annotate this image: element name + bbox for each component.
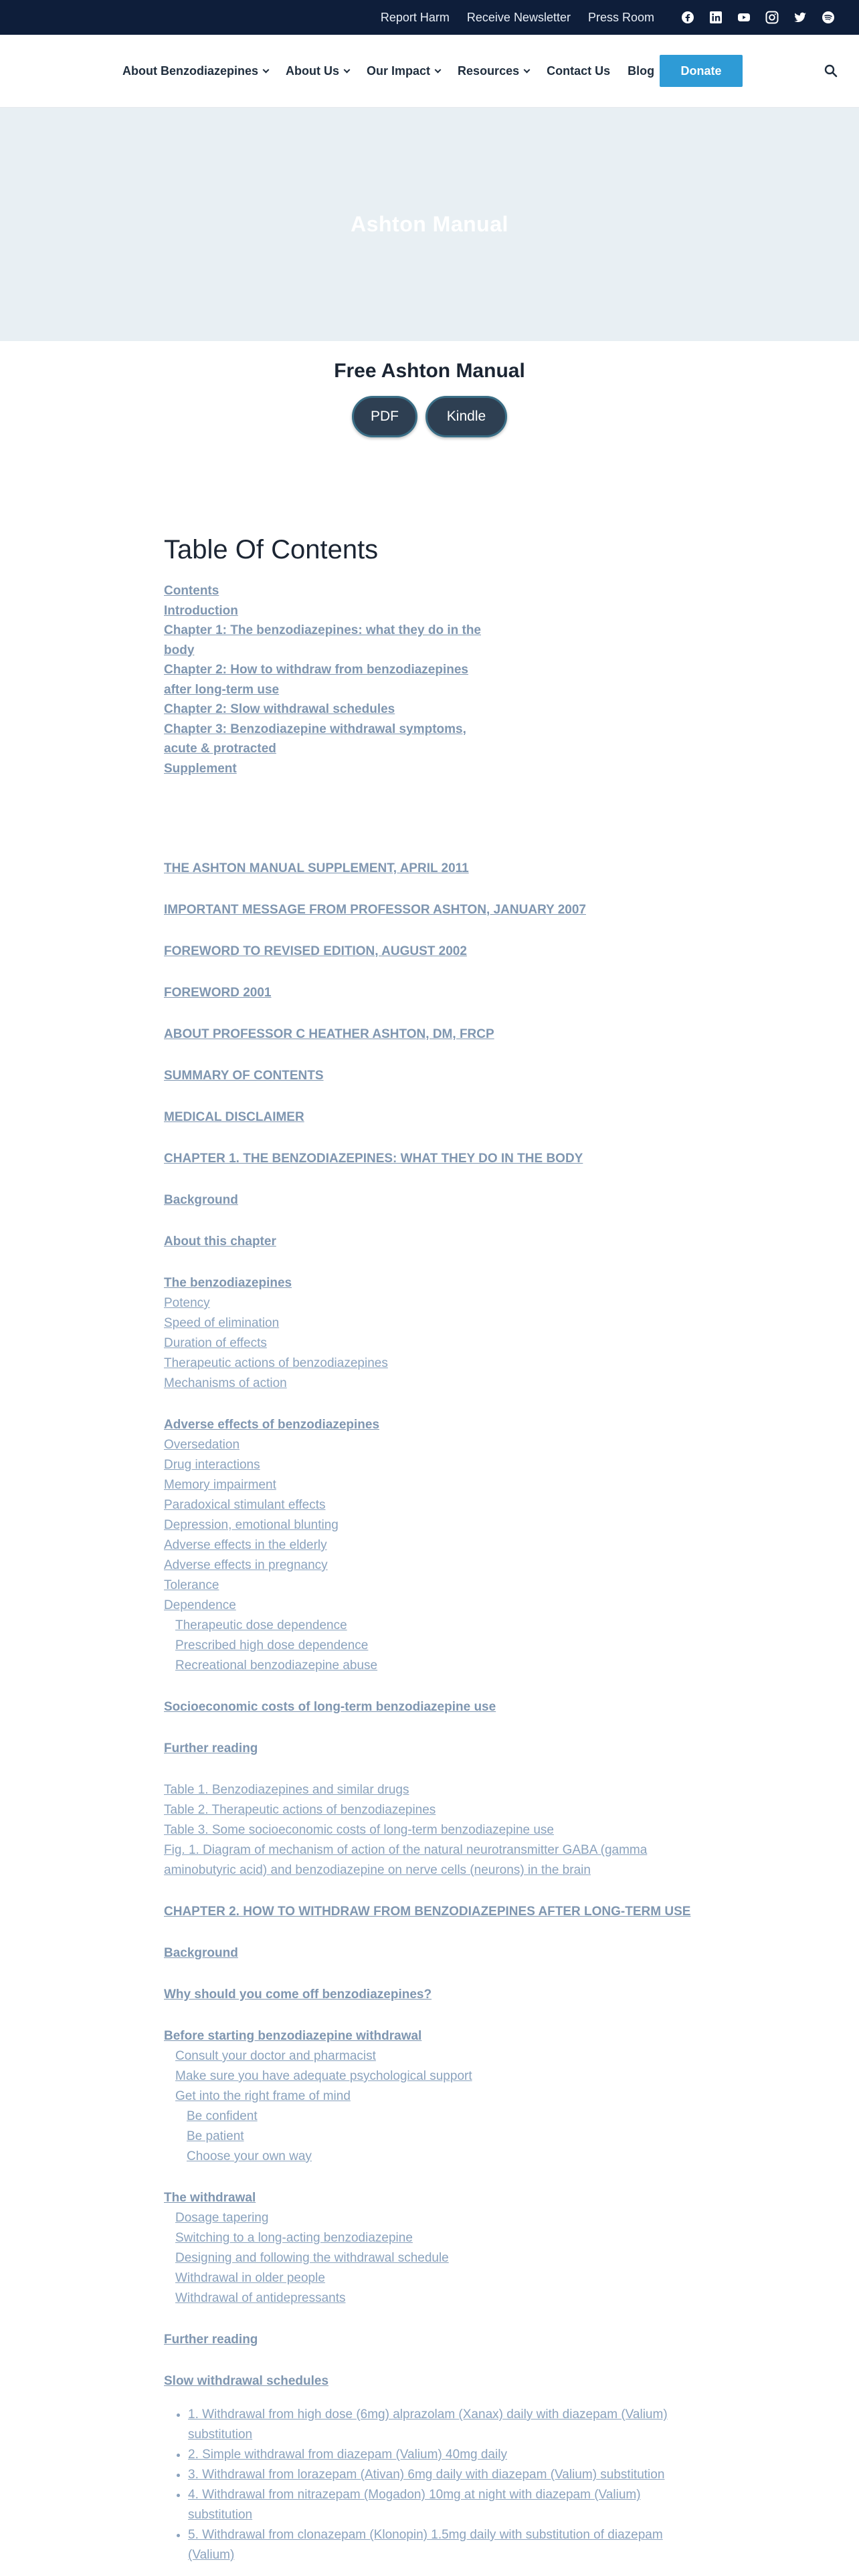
pdf-button[interactable]: PDF — [352, 396, 417, 437]
chevron-down-icon — [435, 66, 442, 73]
spotify-icon[interactable] — [822, 11, 835, 24]
chevron-down-icon — [263, 66, 270, 73]
tables-block — [164, 1780, 699, 1881]
download-section — [0, 360, 859, 437]
subsection-link[interactable]: Be patient — [187, 2129, 244, 2143]
main-navigation — [0, 35, 859, 107]
linkedin-icon[interactable] — [709, 11, 723, 24]
nav-label: About Us — [286, 64, 340, 78]
nav-blog[interactable] — [628, 64, 654, 78]
press-room-link[interactable]: Press Room — [587, 10, 654, 24]
subsection-link[interactable]: Switching to a long-acting benzodiazepine — [175, 2231, 413, 2245]
chevron-down-icon — [344, 66, 351, 73]
section-link[interactable]: Socioeconomic costs of long-term benzodiazepine use — [164, 1700, 496, 1714]
kindle-button[interactable]: Kindle — [425, 396, 507, 437]
chevron-down-icon — [524, 66, 531, 73]
section-link[interactable]: FOREWORD 2001 — [164, 986, 272, 1000]
subsection-link[interactable]: Therapeutic actions of benzodiazepines — [164, 1356, 388, 1370]
search-icon[interactable] — [823, 63, 839, 79]
section-link[interactable]: Slow withdrawal schedules — [164, 2374, 329, 2388]
nav-label: Blog — [628, 64, 655, 78]
toc-link[interactable]: Introduction — [164, 603, 238, 618]
subsection-link[interactable]: Tolerance — [164, 1578, 219, 1592]
section-link[interactable]: Further reading — [164, 1741, 258, 1755]
subsection-link[interactable]: Dosage tapering — [175, 2211, 269, 2225]
nav-about-benzodiazepines[interactable] — [122, 64, 268, 78]
toc-link[interactable]: Supplement — [164, 761, 237, 776]
report-harm-link[interactable]: Report Harm — [380, 10, 450, 24]
section-link[interactable]: THE ASHTON MANUAL SUPPLEMENT, APRIL 2011 — [164, 861, 469, 875]
subsection-link[interactable]: Oversedation — [164, 1438, 240, 1452]
section-link[interactable]: Why should you come off benzodiazepines? — [164, 1988, 432, 2002]
section-link[interactable]: Adverse effects of benzodiazepines — [164, 1418, 380, 1432]
download-heading: Free Ashton Manual — [334, 360, 525, 382]
schedule-link[interactable]: • 4. Withdrawal from nitrazepam (Mogadon) 10mg at night with diazepam (Valium) substitution — [188, 2485, 683, 2525]
subsection-link[interactable]: Withdrawal in older people — [175, 2271, 325, 2285]
nav-contact-us[interactable] — [547, 64, 610, 78]
subsection-link[interactable]: Duration of effects — [164, 1336, 267, 1350]
table-link[interactable]: Table 3. Some socioeconomic costs of long-term benzodiazepine use — [164, 1823, 554, 1837]
nav-label: Resources — [458, 64, 520, 78]
table-link[interactable]: Table 2. Therapeutic actions of benzodiazepines — [164, 1803, 436, 1817]
schedule-link[interactable]: • 1. Withdrawal from high dose (6mg) alprazolam (Xanax) daily with diazepam (Valium) substitution — [188, 2405, 683, 2445]
instagram-icon[interactable] — [765, 11, 779, 24]
section-link[interactable]: Further reading — [164, 2333, 258, 2347]
subsection-link[interactable]: Adverse effects in the elderly — [164, 1538, 327, 1552]
subsection-link[interactable]: Mechanisms of action — [164, 1376, 287, 1390]
subsection-link[interactable]: Consult your doctor and pharmacist — [175, 2049, 376, 2063]
schedule-link[interactable]: • 2. Simple withdrawal from diazepam (Valium) 40mg daily — [188, 2445, 683, 2465]
subsection-link[interactable]: Get into the right frame of mind — [175, 2089, 351, 2103]
toc-link[interactable]: Chapter 3: Benzodiazepine withdrawal symptoms, acute & protracted — [164, 722, 466, 756]
subsection-link[interactable]: Designing and following the withdrawal schedule — [175, 2251, 449, 2265]
facebook-icon[interactable] — [681, 11, 694, 24]
section-link[interactable]: The withdrawal — [164, 2191, 256, 2205]
subsection-link[interactable]: Prescribed high dose dependence — [175, 1638, 369, 1652]
toc-link[interactable]: Chapter 2: How to withdraw from benzodiazepines after long-term use — [164, 663, 468, 697]
hero-banner — [0, 107, 859, 341]
section-link[interactable]: Background — [164, 1193, 238, 1207]
section-link[interactable]: Before starting benzodiazepine withdrawal — [164, 2029, 422, 2043]
section-link[interactable]: ABOUT PROFESSOR C HEATHER ASHTON, DM, FRCP — [164, 1027, 494, 1041]
toc-link[interactable]: Chapter 1: The benzodiazepines: what they do in the body — [164, 623, 481, 657]
subsection-link[interactable]: Choose your own way — [187, 2149, 312, 2163]
subsection-link[interactable]: Withdrawal of antidepressants — [175, 2291, 346, 2305]
subsection-link[interactable]: Make sure you have adequate psychological support — [175, 2069, 472, 2083]
section-link[interactable]: The benzodiazepines — [164, 1276, 292, 1290]
withdrawal-block — [164, 2188, 699, 2309]
subsection-link[interactable]: Recreational benzodiazepine abuse — [175, 1658, 378, 1673]
table-link[interactable]: Table 1. Benzodiazepines and similar drugs — [164, 1783, 409, 1797]
before-withdrawal-block — [164, 2026, 699, 2167]
donate-button[interactable]: Donate — [660, 55, 743, 87]
toc-link[interactable]: Chapter 2: Slow withdrawal schedules — [164, 702, 395, 716]
nav-label: Our Impact — [367, 64, 431, 78]
schedule-list — [164, 2405, 699, 2565]
section-link[interactable]: CHAPTER 2. HOW TO WITHDRAW FROM BENZODIAZEPINES AFTER LONG-TERM USE — [164, 1905, 691, 1919]
nav-label: About Benzodiazepines — [122, 64, 259, 78]
subsection-link[interactable]: Be confident — [187, 2109, 258, 2123]
section-link[interactable]: About this chapter — [164, 1235, 276, 1249]
subsection-link[interactable]: Drug interactions — [164, 1458, 260, 1472]
nav-about-us[interactable] — [286, 64, 349, 78]
subsection-link[interactable]: Memory impairment — [164, 1478, 276, 1492]
schedule-link[interactable]: • 5. Withdrawal from clonazepam (Klonopin) 1.5mg daily with substitution of diazepam (Valium) — [188, 2525, 683, 2565]
toc-link[interactable]: Contents — [164, 584, 219, 598]
youtube-icon[interactable] — [737, 11, 751, 24]
schedule-link[interactable]: • 3. Withdrawal from lorazepam (Ativan) 6mg daily with diazepam (Valium) substitution — [188, 2465, 683, 2485]
subsection-link[interactable]: Dependence — [164, 1598, 236, 1612]
section-link[interactable]: SUMMARY OF CONTENTS — [164, 1069, 324, 1083]
subsection-link[interactable]: Paradoxical stimulant effects — [164, 1498, 326, 1512]
subsection-link[interactable]: Adverse effects in pregnancy — [164, 1558, 328, 1572]
benzodiazepines-block — [164, 1273, 699, 1394]
section-link[interactable]: IMPORTANT MESSAGE FROM PROFESSOR ASHTON, JANUARY 2007 — [164, 903, 586, 917]
figure-link[interactable]: Fig. 1. Diagram of mechanism of action of the natural neurotransmitter GABA (gamma aminobutyric acid) and benzodiazepine on nerve cells (neurons) in the brain — [164, 1843, 648, 1877]
contents-list — [164, 859, 699, 2565]
section-link[interactable]: CHAPTER 1. THE BENZODIAZEPINES: WHAT THEY DO IN THE BODY — [164, 1152, 583, 1166]
social-links — [666, 11, 835, 24]
table-of-contents — [164, 581, 699, 778]
subsection-link[interactable]: Therapeutic dose dependence — [175, 1618, 347, 1632]
twitter-icon[interactable] — [793, 11, 807, 24]
nav-our-impact[interactable] — [367, 64, 440, 78]
section-link[interactable]: MEDICAL DISCLAIMER — [164, 1110, 304, 1124]
manual-contents — [164, 535, 699, 2565]
subsection-link[interactable]: Depression, emotional blunting — [164, 1518, 339, 1532]
section-link[interactable]: FOREWORD TO REVISED EDITION, AUGUST 2002 — [164, 944, 467, 958]
nav-label: Contact Us — [547, 64, 611, 78]
toc-heading: Table Of Contents — [164, 535, 379, 564]
section-link[interactable]: Background — [164, 1946, 238, 1960]
nav-resources[interactable] — [458, 64, 529, 78]
top-utility-bar — [0, 0, 859, 35]
page-title: Ashton Manual — [351, 211, 508, 236]
subsection-link[interactable]: Speed of elimination — [164, 1316, 280, 1330]
receive-newsletter-link[interactable]: Receive Newsletter — [466, 10, 571, 24]
subsection-link[interactable]: Potency — [164, 1296, 210, 1310]
adverse-effects-block — [164, 1415, 699, 1676]
